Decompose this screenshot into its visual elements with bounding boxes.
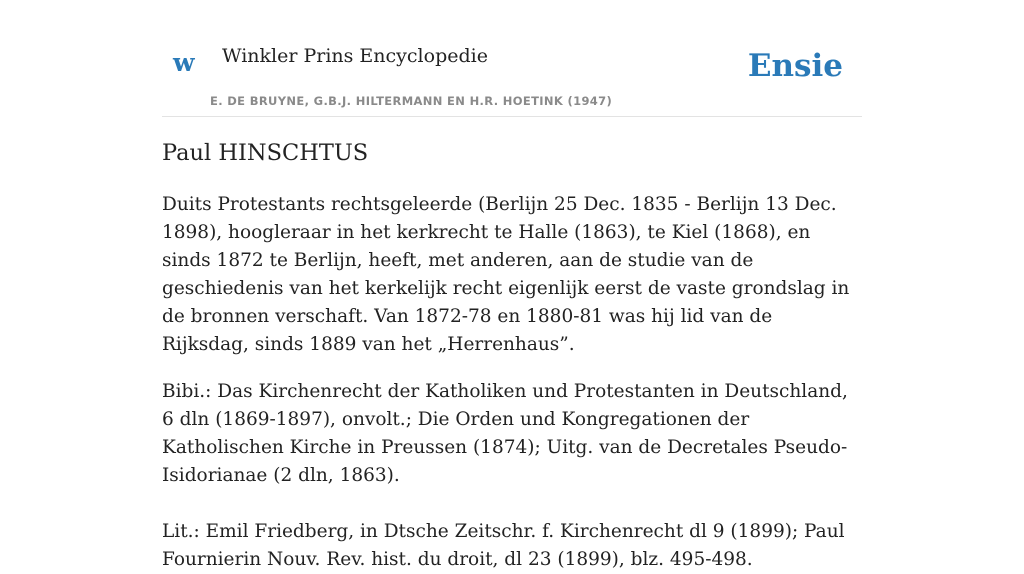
article-title: Paul HINSCHTUS	[162, 140, 369, 166]
article-paragraph-bibliography: Bibi.: Das Kirchenrecht der Katholiken und Protestanten in Deutschland, 6 dln (1869-1897), onvolt.; Die Orden und Kongregationen der Katholischen Kirche in Preussen (1874); Uitg. van de Decretales Pseudo-Isidorianae (2 dln, 1863).	[162, 380, 848, 486]
site-title: Winkler Prins Encyclopedie	[222, 45, 488, 67]
site-header	[162, 0, 862, 117]
article-paragraph-literature: Lit.: Emil Friedberg, in Dtsche Zeitschr. f. Kirchenrecht dl 9 (1899); Paul Fournierin Nouv. Rev. hist. du droit, dl 23 (1899), blz. 495-498.	[162, 520, 845, 570]
site-subtitle: E. DE BRUYNE, G.B.J. HILTERMANN EN H.R. HOETINK (1947)	[210, 94, 613, 108]
article-content	[162, 138, 862, 574]
article-paragraph-bio: Duits Protestants rechtsgeleerde (Berlijn 25 Dec. 1835 - Berlijn 13 Dec. 1898), hoogleraar in het kerkrecht te Halle (1863), te Kiel (1868), en sinds 1872 te Berlijn, heeft, met anderen, aan de studie van de geschiedenis van het kerkelijk recht eigenlijk eerst de vaste grondslag in de bronnen verschaft. Van 1872-78 en 1880-81 was hij lid van de Rijksdag, sinds 1889 van het „Herrenhaus”.	[162, 193, 850, 355]
site-logo[interactable]: w	[173, 48, 195, 77]
brand-logo[interactable]: Ensie	[747, 48, 843, 84]
